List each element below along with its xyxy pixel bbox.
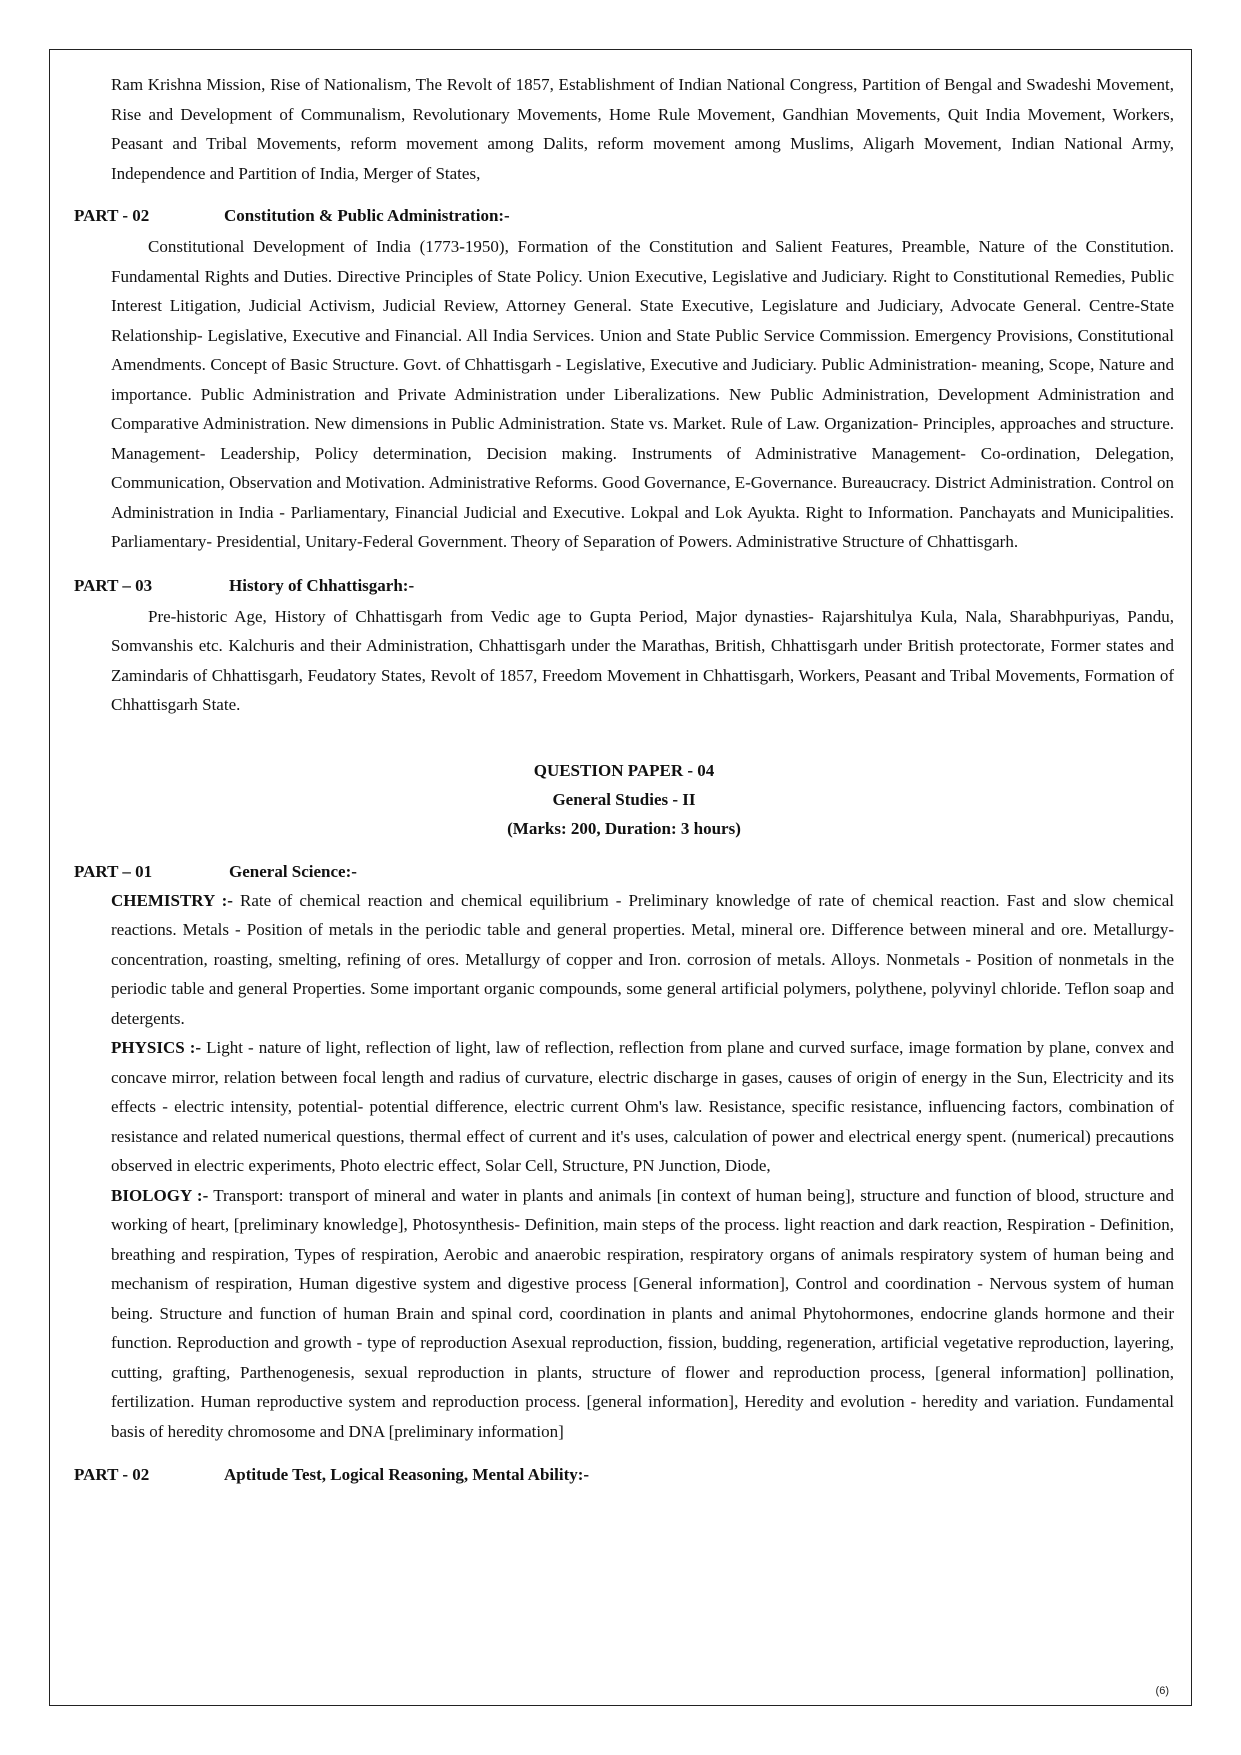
part-03-heading [74,573,1174,598]
biology-text: Transport: transport of mineral and water in plants and animals [in context of human being], structure and function of blood, structure and working of heart, [preliminary knowledge], Photosynthesis- Definition, main steps of the process. light reaction and dark reaction, Respiration - Definition, breathing and respiration, Types of respiration, Aerobic and anaerobic respiration, respiratory organs of animals respiratory system of human being and mechanism of respiration, Human digestive system and digestive process [General information], Control and coordination - Nervous system of human being. Structure and function of human Brain and spinal cord, coordination in plants and animal Phytohormones, endocrine glands hormone and their function. Reproduction and growth - type of reproduction Asexual reproduction, fission, budding, regeneration, artificial vegetative reproduction, layering, cutting, grafting, Parthenogenesis, sexual reproduction in plants, structure of flower and reproduction process, [general information] pollination, fertilization. Human reproductive system and reproduction process. [general information], Heredity and evolution - heredity and variation. Fundamental basis of heredity chromosome and DNA [preliminary information] [111,1185,1174,1441]
part-02-aptitude-heading [74,1462,1174,1487]
part-title: Aptitude Test, Logical Reasoning, Mental Ability:- [224,1465,590,1484]
chemistry-label: CHEMISTRY :- [111,890,233,910]
part-02-heading [74,203,1174,228]
history-paragraph: Pre-historic Age, History of Chhattisgarh from Vedic age to Gupta Period, Major dynasties- Rajarshitulya Kula, Nala, Sharabhpuriyas, Pandu, Somvanshis etc. Kalchuris and their Administration, Chhattisgarh under the Marathas, British, Chhattisgarh under British protectorate, Former states and Zamindaris of Chhattisgarh, Feudatory States, Revolt of 1857, Freedom Movement in Chhattisgarh, Workers, Peasant and Tribal Movements, Formation of Chhattisgarh State. [111,606,1174,714]
intro-paragraph: Ram Krishna Mission, Rise of Nationalism, The Revolt of 1857, Establishment of Indian National Congress, Partition of Bengal and Swadeshi Movement, Rise and Development of Communalism, Revolutionary Movements, Home Rule Movement, Gandhian Movements, Quit India Movement, Workers, Peasant and Tribal Movements, reform movement among Dalits, reform movement among Muslims, Aligarh Movement, Indian National Army, Independence and Partition of India, Merger of States, [111,75,1174,183]
part-title: History of Chhattisgarh:- [229,575,415,595]
question-paper-subtitle: General Studies - II [552,789,696,809]
biology-label: BIOLOGY :- [111,1185,209,1205]
physics-label: PHYSICS :- [111,1038,202,1057]
part-label: PART - 02 [74,1465,150,1484]
constitution-paragraph: Constitutional Development of India (1773-1950), Formation of the Constitution and Salient Features, Preamble, Nature of the Constitution. Fundamental Rights and Duties. Directive Principles of State Policy. Union Executive, Legislative and Judiciary. Right to Constitutional Remedies, Public Interest Litigation, Judicial Activism, Judicial Review, Attorney General. State Executive, Legislature and Judiciary, Advocate General. Centre-State Relationship- Legislative, Executive and Financial. All India Services. Union and State Public Service Commission. Emergency Provisions, Constitutional Amendments. Concept of Basic Structure. Govt. of Chhattisgarh - Legislative, Executive and Judiciary. Public Administration- meaning, Scope, Nature and importance. Public Administration and Private Administration under Liberalizations. New Public Administration, Development Administration and Comparative Administration. New dimensions in Public Administration. State vs. Market. Rule of Law. Organization- Principles, approaches and structure. Management- Leadership, Policy determination, Decision making. Instruments of Administrative Management- Co-ordination, Delegation, Communication, Observation and Motivation. Administrative Reforms. Good Governance, E-Governance. Bureaucracy. District Administration. Control on Administration in India - Parliamentary, Financial Judicial and Executive. Lokpal and Lok Ayukta. Right to Information. Panchayats and Municipalities. Parliamentary- Presidential, Unitary-Federal Government. Theory of Separation of Powers. Administrative Structure of Chhattisgarh. [111,237,1174,551]
chemistry-text: Rate of chemical reaction and chemical equilibrium - Preliminary knowledge of rate of chemical reaction. Fast and slow chemical reactions. Metals - Position of metals in the periodic table and general properties. Metal, mineral ore. Difference between mineral and ore. Metallurgy-concentration, roasting, smelting, refining of ores. Metallurgy of copper and Iron. corrosion of metals. Alloys. Nonmetals - Position of nonmetals in the periodic table and general Properties. Some important organic compounds, some general artificial polymers, polythene, polyvinyl chloride. Teflon soap and detergents. [111,890,1174,1028]
biology-paragraph [74,1181,1174,1447]
part-label: PART – 01 [74,861,153,881]
part-01-heading [74,859,1174,884]
question-paper-title: QUESTION PAPER - 04 [533,760,715,780]
physics-text: Light - nature of light, reflection of light, law of reflection, reflection from plane and curved surface, image formation by plane, convex and concave mirror, relation between focal length and radius of curvature, electric discharge in gases, causes of origin of energy in the Sun, Electricity and its effects - electric intensity, potential- potential difference, electric current Ohm's law. Resistance, specific resistance, influencing factors, combination of resistance and related numerical questions, thermal effect of current and it's uses, calculation of power and electrical energy spent. (numerical) precautions observed in electric experiments, Photo electric effect, Solar Cell, Structure, PN Junction, Diode, [111,1038,1174,1175]
part-label: PART - 02 [74,206,150,225]
part-title: Constitution & Public Administration:- [224,206,510,225]
page-number: (6) [1155,1685,1169,1697]
part-title: General Science:- [229,861,357,881]
physics-paragraph [74,1033,1174,1181]
chemistry-paragraph [74,886,1174,1034]
document-content [74,70,1174,1487]
part-label: PART – 03 [74,575,153,595]
question-paper-marks: (Marks: 200, Duration: 3 hours) [507,818,741,838]
